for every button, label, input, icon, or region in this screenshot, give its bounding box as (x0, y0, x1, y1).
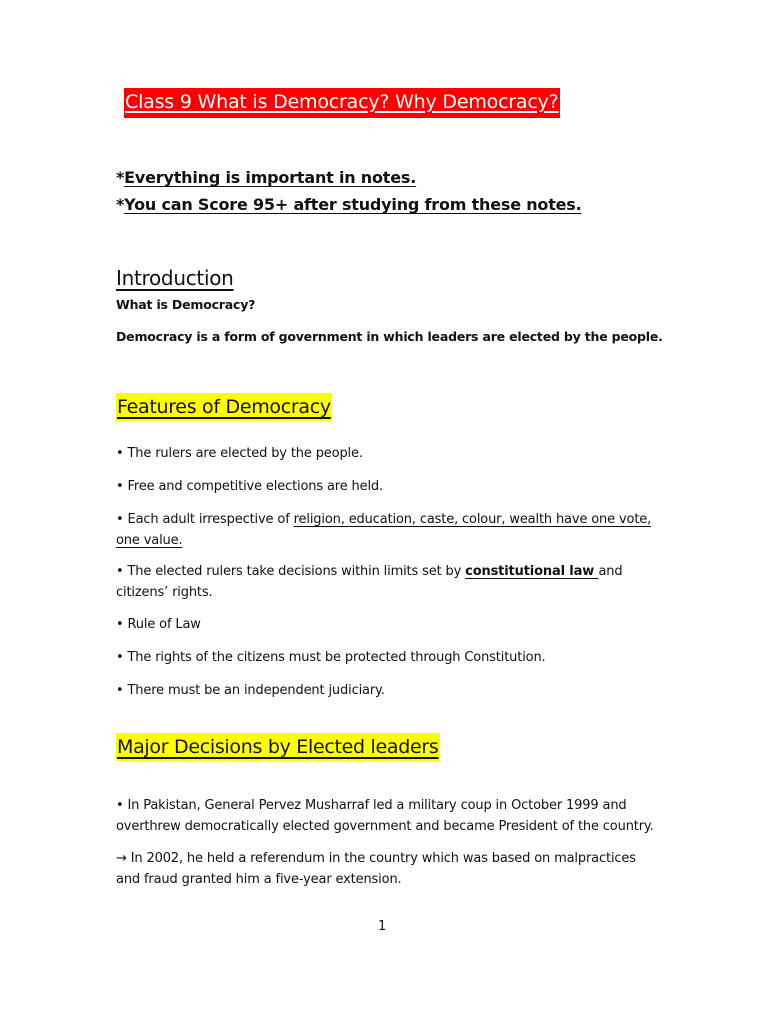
introduction-question: What is Democracy? (116, 297, 256, 312)
feature-item-underlined: religion, education, caste, colour, wealth have one vote, one value. (116, 512, 652, 548)
callout-score (116, 195, 582, 214)
feature-item: • Rule of Law (116, 617, 201, 632)
callout-text: Everything is important in notes. (124, 168, 417, 187)
feature-item-text: • The elected rulers take decisions within limits set by (116, 564, 466, 579)
feature-item (116, 509, 656, 551)
callout-important (116, 168, 416, 187)
callout-text: You can Score 95+ after studying from these notes. (124, 195, 582, 214)
introduction-heading: Introduction (116, 266, 234, 290)
feature-item-emphasis: constitutional law (465, 564, 599, 579)
decisions-heading: Major Decisions by Elected leaders (116, 733, 440, 761)
introduction-definition: Democracy is a form of government in which leaders are elected by the people. (116, 329, 663, 344)
decision-paragraph: → In 2002, he held a referendum in the country which was based on malpractices and fraud granted him a five-year extension. (116, 851, 636, 887)
decision-paragraph: • In Pakistan, General Pervez Musharraf led a military coup in October 1999 and overthrew democratically elected government and became President of the country. (116, 798, 654, 834)
feature-item-text: and citizens’ rights. (116, 564, 623, 600)
features-heading: Features of Democracy (116, 393, 332, 421)
feature-item: • There must be an independent judiciary. (116, 683, 385, 698)
page-number: 1 (378, 919, 387, 934)
document-title: Class 9 What is Democracy? Why Democracy? (124, 88, 560, 118)
feature-item: • The rulers are elected by the people. (116, 446, 363, 461)
callout-prefix: * (116, 195, 125, 214)
feature-item: • The rights of the citizens must be protected through Constitution. (116, 650, 546, 665)
callout-prefix: * (116, 168, 125, 187)
feature-item (116, 561, 656, 603)
feature-item: • Free and competitive elections are held. (116, 479, 384, 494)
feature-item-text: • Each adult irrespective of (116, 512, 294, 527)
